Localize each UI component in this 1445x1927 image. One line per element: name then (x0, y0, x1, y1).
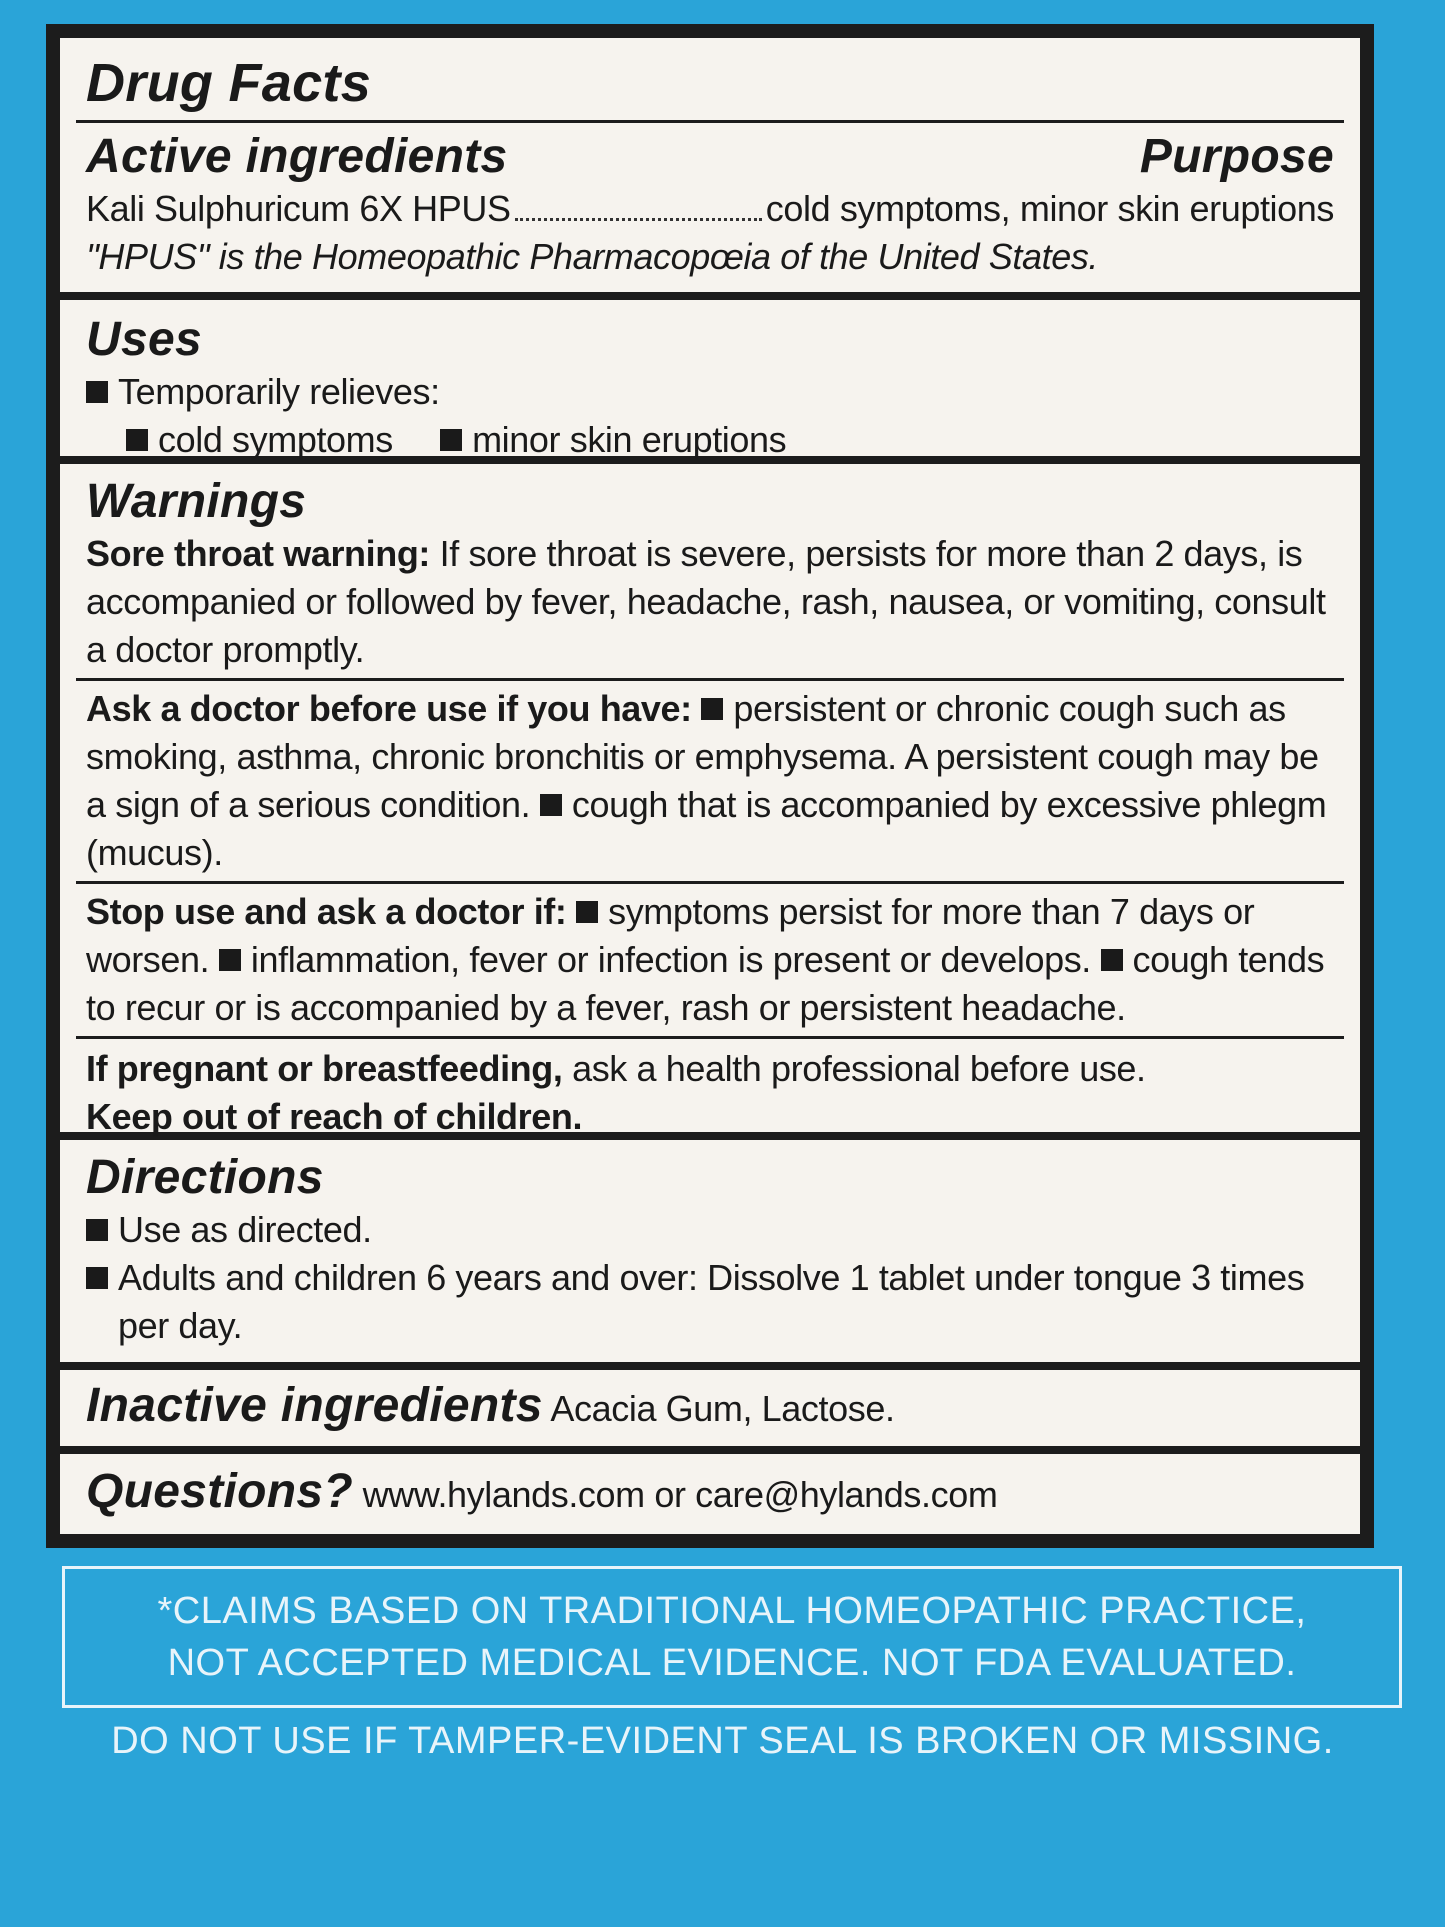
ask-doctor-item-2: cough that is accompanied by excessive phlegm (mucus). (86, 784, 1327, 873)
directions-heading: Directions (86, 1151, 324, 1204)
directions-section (60, 1140, 1360, 1362)
drug-facts-panel (46, 24, 1374, 1548)
sore-throat-warning (86, 530, 1334, 674)
bullet-icon (126, 429, 148, 451)
stop-use-item-1: symptoms persist for more than 7 days or worsen. (86, 891, 1255, 980)
sore-throat-label: Sore throat warning: (86, 533, 431, 574)
tamper-seal-notice: DO NOT USE IF TAMPER-EVIDENT SEAL IS BROKEN OR MISSING. (111, 1720, 1334, 1762)
uses-items (86, 416, 1334, 464)
questions-heading: Questions? (86, 1465, 354, 1518)
bullet-icon (86, 1219, 108, 1241)
ask-doctor-item-1: persistent or chronic cough such as smoking, asthma, chronic bronchitis or emphysema. A persistent cough may be a sign of a serious condition. (86, 688, 1319, 825)
bullet-icon (701, 698, 723, 720)
inactive-ingredients-section (60, 1370, 1360, 1446)
bullet-icon (576, 901, 598, 923)
stop-use-label: Stop use and ask a doctor if: (86, 891, 567, 932)
bullet-icon (540, 794, 562, 816)
bullet-icon (1101, 949, 1123, 971)
uses-item-skin: minor skin eruptions (472, 419, 787, 460)
bullet-icon (219, 949, 241, 971)
inactive-ingredients-text: Acacia Gum, Lactose. (542, 1388, 895, 1429)
uses-item-cold: cold symptoms (158, 419, 393, 460)
directions-item (86, 1254, 1334, 1350)
hpus-note: "HPUS" is the Homeopathic Pharmacopœia of the United States. (86, 236, 1099, 277)
pregnancy-label: If pregnant or breastfeeding, (86, 1048, 563, 1089)
bullet-icon (86, 1267, 108, 1289)
bullet-icon (86, 381, 108, 403)
keep-out-of-reach: Keep out of reach of children. (86, 1096, 583, 1137)
inactive-ingredients-heading: Inactive ingredients (86, 1379, 543, 1432)
stop-use-warning (86, 888, 1334, 1032)
uses-intro-item (86, 368, 1334, 416)
questions-section (60, 1454, 1360, 1534)
ingredient-name: Kali Sulphuricum 6X HPUS (86, 188, 511, 229)
pregnancy-warning (86, 1045, 1334, 1093)
dot-leader (515, 218, 762, 221)
directions-item (86, 1206, 1334, 1254)
warnings-section (60, 464, 1360, 1137)
uses-heading: Uses (86, 313, 202, 366)
ingredient-row (86, 185, 1334, 233)
uses-section (60, 300, 1360, 460)
bullet-icon (440, 429, 462, 451)
claims-line-1: *CLAIMS BASED ON TRADITIONAL HOMEOPATHIC PRACTICE, (157, 1590, 1307, 1632)
warnings-divider (76, 678, 1344, 681)
ask-doctor-label: Ask a doctor before use if you have: (86, 688, 692, 729)
title-divider (76, 120, 1344, 123)
directions-item-2: Adults and children 6 years and over: Dissolve 1 tablet under tongue 3 times per day. (118, 1257, 1305, 1346)
sore-throat-text: If sore throat is severe, persists for more than 2 days, is accompanied or followed by fever, headache, rash, nausea, or vomiting, consult a doctor promptly. (86, 533, 1326, 670)
questions-contact[interactable]: www.hylands.com or care@hylands.com (353, 1474, 998, 1515)
claims-line-2: NOT ACCEPTED MEDICAL EVIDENCE. NOT FDA EVALUATED. (167, 1642, 1297, 1684)
stop-use-item-2: inflammation, fever or infection is present or develops. (250, 939, 1091, 980)
warnings-divider (76, 881, 1344, 884)
uses-intro: Temporarily relieves: (118, 371, 440, 412)
directions-item-1: Use as directed. (118, 1209, 372, 1250)
drug-facts-title: Drug Facts (86, 53, 372, 113)
warnings-divider (76, 1036, 1344, 1039)
warnings-heading: Warnings (86, 475, 307, 528)
claims-disclaimer-box (62, 1566, 1402, 1708)
active-ingredients-heading: Active ingredients (86, 130, 508, 183)
stop-use-item-3: cough tends to recur or is accompanied by a fever, rash or persistent headache. (86, 939, 1325, 1028)
ingredient-purpose: cold symptoms, minor skin eruptions (765, 188, 1334, 229)
active-ingredients-section (60, 38, 1360, 292)
ask-doctor-warning (86, 685, 1334, 877)
pregnancy-text: ask a health professional before use. (562, 1048, 1146, 1089)
purpose-heading: Purpose (1139, 130, 1334, 183)
